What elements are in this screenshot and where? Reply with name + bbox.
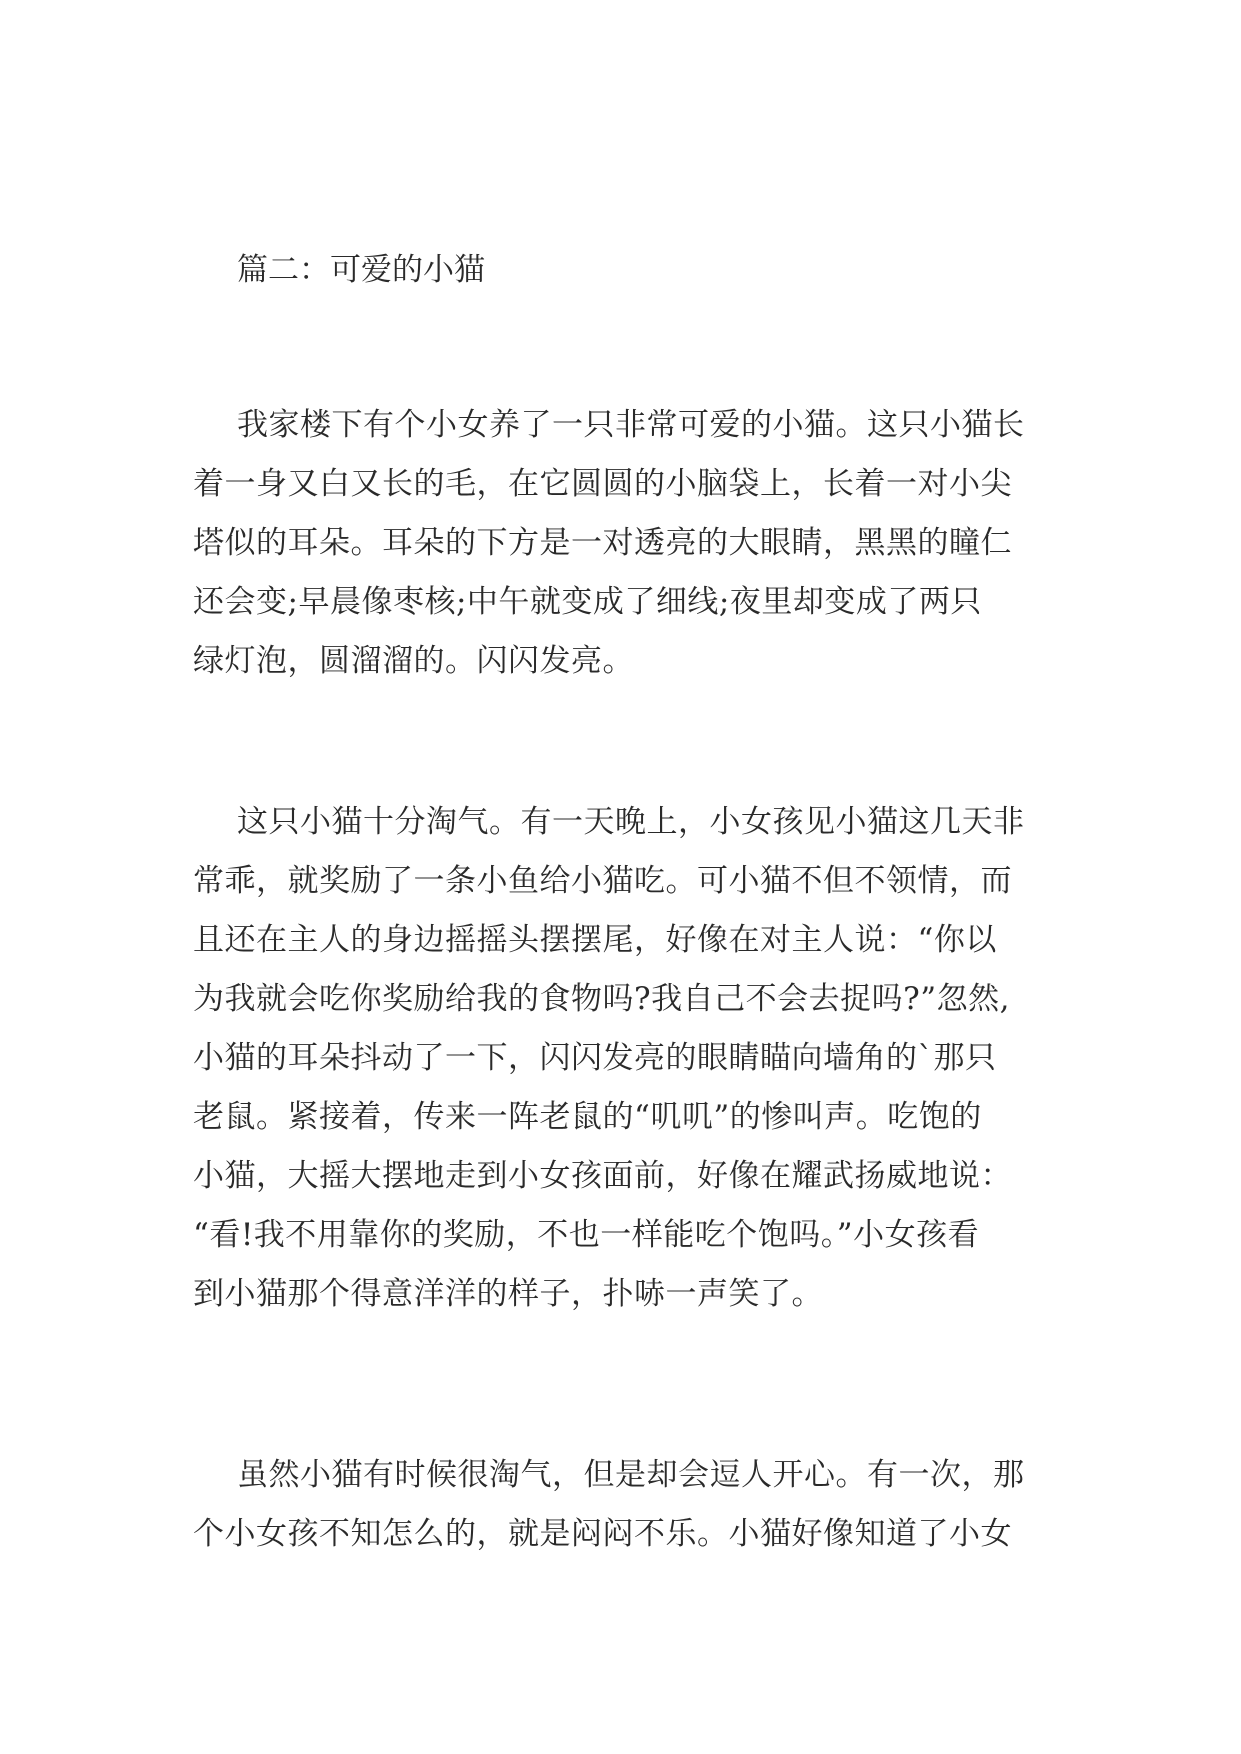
text-line: 个小女孩不知怎么的，就是闷闷不乐。小猫好像知道了小女 (193, 1516, 1012, 1552)
text-line: 常乖，就奖励了一条小鱼给小猫吃。可小猫不但不领情，而 (193, 863, 1012, 899)
text-line: 还会变;早晨像枣核;中午就变成了细线;夜里却变成了两只 (193, 584, 982, 620)
text-line: 绿灯泡，圆溜溜的。闪闪发亮。 (193, 643, 634, 679)
text-line: 小猫的耳朵抖动了一下，闪闪发亮的眼睛瞄向墙角的`那只 (193, 1040, 997, 1076)
section-heading: 篇二：可爱的小猫 (237, 252, 485, 288)
text-line: 着一身又白又长的毛，在它圆圆的小脑袋上，长着一对小尖 (193, 466, 1012, 502)
text-line: 到小猫那个得意洋洋的样子，扑哧一声笑了。 (193, 1276, 823, 1312)
paragraph-3 (193, 1446, 1025, 1564)
text-line: 为我就会吃你奖励给我的食物吗?我自己不会去捉吗?”忽然, (193, 981, 1010, 1017)
text-line: 塔似的耳朵。耳朵的下方是一对透亮的大眼睛，黑黑的瞳仁 (193, 525, 1012, 561)
text-line: 且还在主人的身边摇摇头摆摆尾，好像在对主人说：“你以 (193, 922, 997, 958)
text-line: 小猫，大摇大摆地走到小女孩面前，好像在耀武扬威地说： (193, 1158, 1012, 1194)
text-line: 我家楼下有个小女养了一只非常可爱的小猫。这只小猫长 (237, 407, 1025, 443)
text-line: “看!我不用靠你的奖励，不也一样能吃个饱吗。”小女孩看 (193, 1217, 980, 1253)
paragraph-2 (193, 793, 1025, 1324)
text-line: 老鼠。紧接着，传来一阵老鼠的“叽叽”的惨叫声。吃饱的 (193, 1099, 982, 1135)
text-line: 虽然小猫有时候很淘气，但是却会逗人开心。有一次，那 (237, 1457, 1025, 1493)
text-line: 这只小猫十分淘气。有一天晚上，小女孩见小猫这几天非 (237, 804, 1025, 840)
paragraph-1 (193, 396, 1025, 691)
